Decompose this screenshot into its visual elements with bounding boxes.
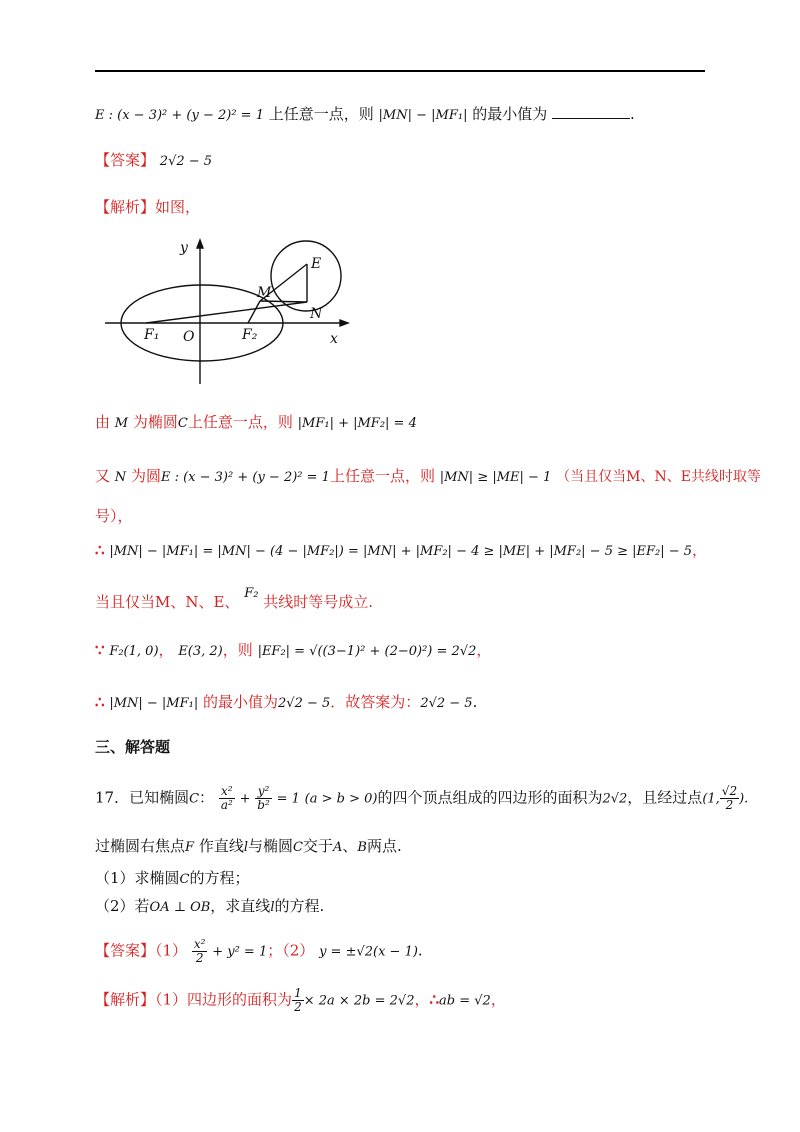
text: 作直线 (198, 837, 244, 855)
equation-rhs: = 1 (276, 791, 300, 807)
fraction-y (255, 785, 272, 812)
fraction-point (720, 785, 739, 812)
period: . (630, 105, 635, 123)
label-M: M (257, 285, 272, 301)
derivation-expression: |MN| − |MF₁| = |MN| − (4 − |MF₂|) = |MN| + |MF₂| − 4 ≥ |ME| + |MF₂| − 5 ≥ |EF₂| − 5 (109, 544, 693, 559)
center-E-coords: E(3, 2) (178, 644, 223, 659)
analysis-line-2 (95, 466, 761, 488)
ellipse-C-label: C (189, 791, 200, 807)
text: （1）求椭圆 (95, 869, 180, 887)
final-answer: 2√2 − 5 (420, 696, 473, 711)
point-open: (1, (702, 791, 720, 807)
analysis-line-6 (95, 692, 477, 714)
answer-blank (552, 106, 630, 119)
circle-E (271, 241, 341, 311)
answer-17 (95, 938, 423, 965)
numerator: √2 (721, 784, 738, 798)
y-axis-arrow (197, 240, 203, 248)
focus-F: F (185, 840, 195, 855)
analysis-line-5 (95, 640, 491, 662)
text: 当且仅当M、N、E、 (95, 593, 240, 611)
line-l: l (270, 900, 275, 915)
fraction-half (292, 987, 304, 1014)
numerator: 1 (294, 986, 302, 1000)
perpendicular-condition: OA ⊥ OB (149, 900, 211, 915)
because-symbol: ∵ (95, 641, 105, 659)
text: 与椭圆 (248, 837, 294, 855)
analysis-intro: 如图， (155, 198, 201, 216)
ellipse-C-label: C (177, 416, 188, 431)
text: 交于 (302, 837, 333, 855)
comma: ， (476, 641, 492, 659)
question-17-line-2 (95, 836, 402, 858)
text: 又 (95, 467, 111, 485)
text: 的最小值为 (203, 693, 279, 711)
denominator: 2 (195, 951, 204, 965)
analysis-tag: 【解析】 (95, 990, 156, 1009)
question-text: 上任意一点，则 (268, 105, 374, 123)
focus-F2: F₂ (244, 586, 259, 601)
denominator: b² (257, 798, 270, 812)
numerator: y² (255, 785, 272, 799)
ellipse-C-label: C (293, 840, 303, 855)
header-rule (95, 70, 705, 72)
ellipse-C-label: C (179, 872, 190, 887)
distance-expression: |EF₂| = √((3−1)² + (2−0)²) = 2√2 (257, 644, 477, 659)
numerator: x² (219, 785, 235, 799)
numerator: x² (193, 937, 206, 951)
question-16-tail (95, 104, 635, 126)
fraction-answer (192, 938, 208, 965)
period: . (417, 941, 423, 960)
answer-16 (95, 150, 212, 172)
text: 的方程； (189, 869, 250, 887)
question-17 (95, 785, 748, 812)
analysis-line-3 (95, 540, 707, 562)
text: 过椭圆右焦点 (95, 837, 186, 855)
text: 为圆 (130, 467, 161, 485)
point-A: A (333, 840, 343, 855)
colon: ： (199, 788, 215, 807)
analysis-line-4 (95, 586, 374, 614)
point-close: ). (739, 791, 749, 807)
focal-sum-expression: |MF₁| + |MF₂| = 4 (297, 416, 417, 431)
text: 的方程. (274, 897, 325, 915)
analysis-17 (95, 987, 506, 1014)
text: 的四个顶点组成的四边形的面积为 (377, 788, 603, 807)
point-M: M (114, 416, 129, 431)
denominator: 2 (725, 798, 734, 812)
therefore-symbol: ∴ (429, 990, 440, 1009)
area-expression: × 2a × 2b = 2√2 (303, 993, 415, 1009)
part-label: （1） (155, 941, 188, 960)
separator: 、 (342, 837, 358, 855)
text: ．故答案为： (330, 693, 421, 711)
circle-equation: E : (x − 3)² + (y − 2)² = 1 (95, 108, 264, 123)
part-label: （2） (282, 941, 315, 960)
analysis-16-header (95, 197, 200, 217)
analysis-tag: 【解析】 (95, 198, 156, 216)
comma: ， (158, 641, 174, 659)
separator: ； (267, 941, 283, 960)
denominator: 2 (294, 1000, 302, 1014)
equality-note-end: 号）， (95, 507, 133, 525)
target-expression: |MN| − |MF₁| (109, 696, 199, 711)
answer-2: y = ±√2(x − 1) (319, 944, 418, 960)
focus-F2-coords: F₂(1, 0) (109, 644, 159, 659)
label-E: E (311, 256, 322, 272)
min-value: 2√2 − 5 (278, 696, 331, 711)
equality-note: （当且仅当M、N、E共线时取等 (556, 469, 761, 485)
label-N: N (310, 306, 323, 322)
therefore-symbol: ∴ (95, 541, 105, 559)
text: （2）若 (95, 897, 150, 915)
product-expression: ab = √2 (439, 993, 491, 1009)
condition: (a > b > 0) (304, 791, 378, 807)
label-F1: F₁ (144, 327, 160, 343)
inequality-expression: |MN| ≥ |ME| − 1 (439, 470, 552, 485)
circle-equation: E : (x − 3)² + (y − 2)² = 1 (160, 470, 330, 485)
comma: ， (692, 541, 708, 559)
question-17-part-1 (95, 868, 250, 890)
text: 由 (95, 413, 111, 431)
text: 共线时等号成立. (263, 593, 374, 611)
line-l: l (243, 840, 249, 855)
segment-M-N (260, 301, 307, 302)
label-y: y (180, 240, 188, 256)
answer-tag: 【答案】 (95, 941, 156, 960)
segment-F2-M (248, 301, 260, 323)
answer-1-rest: + y² = 1 (212, 944, 268, 960)
analysis-line-2b (95, 506, 133, 526)
point-B: B (357, 840, 367, 855)
point-N: N (114, 470, 127, 485)
question-number: 17．已知椭圆 (95, 788, 190, 807)
comma: ， (490, 990, 506, 1009)
plus: + (239, 791, 251, 807)
therefore-symbol: ∴ (95, 693, 105, 711)
text: 上任意一点，则 (329, 467, 435, 485)
text: ，则 (222, 641, 253, 659)
question-17-part-2 (95, 896, 324, 918)
target-expression: |MN| − |MF₁| (378, 108, 468, 123)
comma: ， (414, 990, 430, 1009)
text: ，求直线 (210, 897, 271, 915)
period: . (472, 693, 478, 711)
label-F2: F₂ (242, 327, 258, 343)
denominator: a² (220, 798, 233, 812)
answer-value: 2√2 − 5 (159, 154, 213, 169)
answer-tag: 【答案】 (95, 151, 156, 169)
analysis-line-1 (95, 412, 417, 434)
x-axis-arrow (340, 320, 348, 326)
fraction-x (219, 785, 235, 812)
text: 两点. (366, 837, 402, 855)
text: 上任意一点，则 (187, 413, 293, 431)
label-O: O (183, 329, 195, 345)
area-value: 2√2 (602, 791, 628, 807)
ellipse-circle-figure (100, 236, 350, 386)
label-x: x (330, 331, 338, 347)
text: ，且经过点 (627, 788, 703, 807)
section-title: 三、解答题 (95, 738, 171, 756)
question-text-end: 的最小值为 (472, 105, 548, 123)
text: 为椭圆 (132, 413, 178, 431)
text: （1）四边形的面积为 (155, 990, 293, 1009)
